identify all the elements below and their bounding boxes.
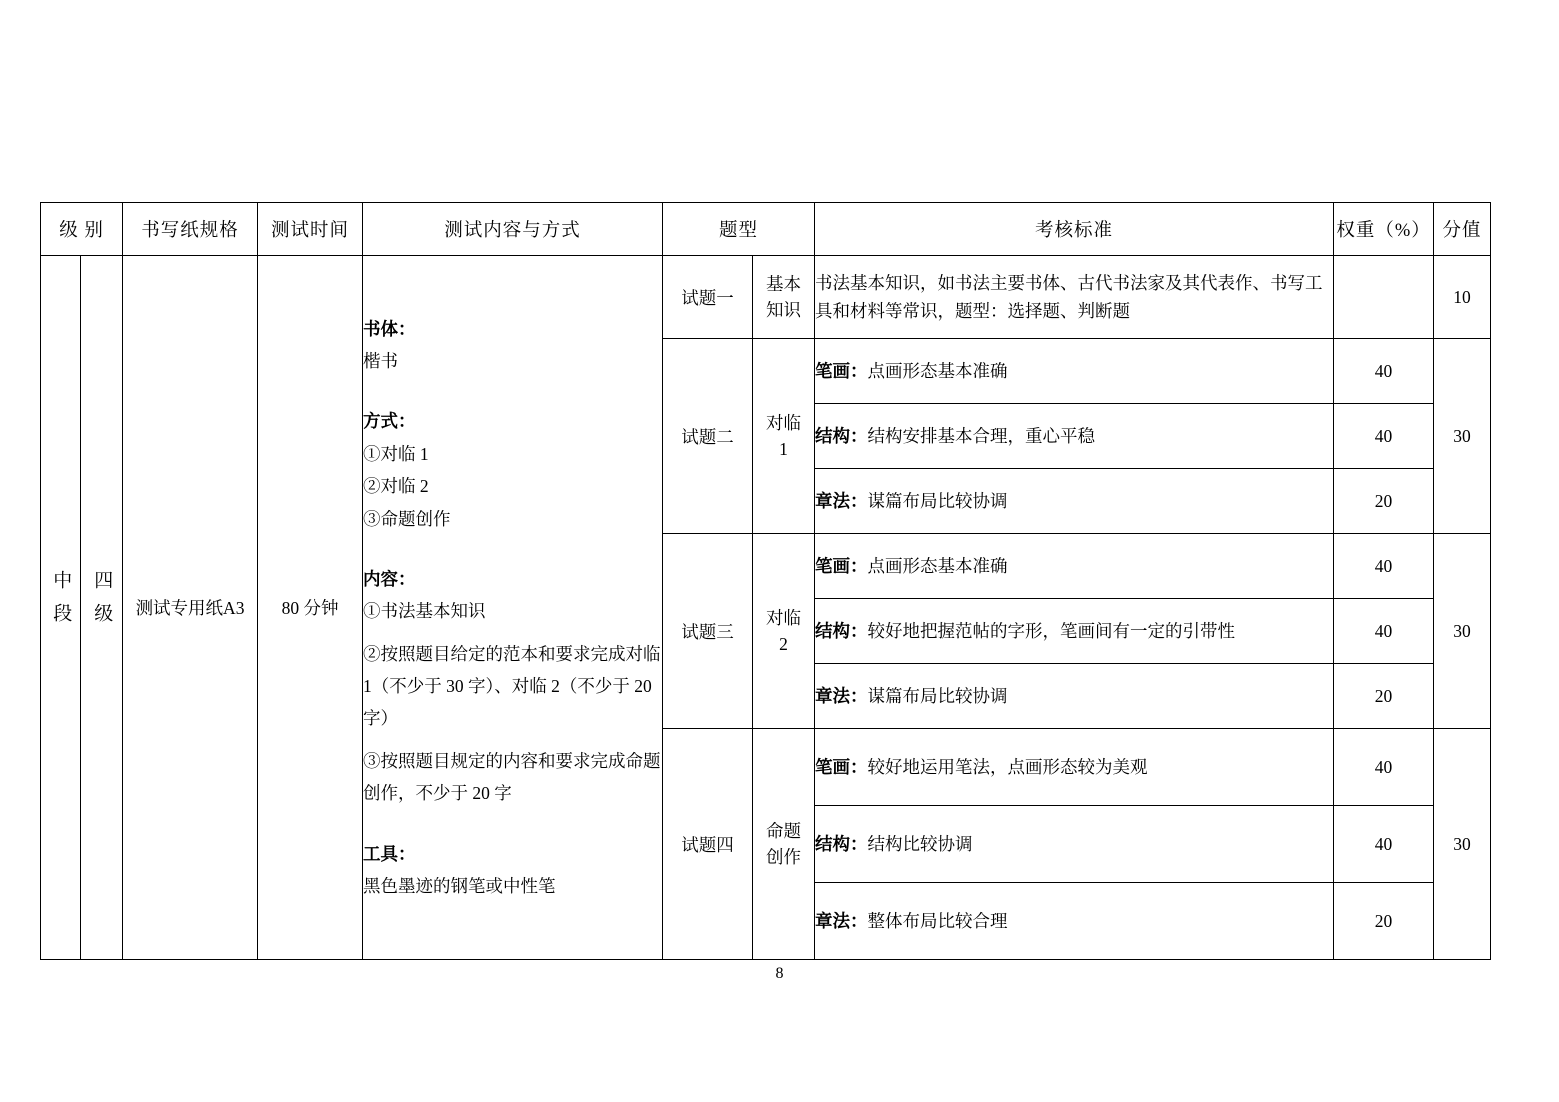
- header-score: 分值: [1434, 203, 1491, 256]
- cell-question-type: [753, 729, 815, 960]
- cell-paper-spec: [123, 256, 258, 960]
- table-row: [41, 256, 1491, 339]
- header-duration: 测试时间: [258, 203, 363, 256]
- content-item-2: ②按照题目给定的范本和要求完成对临 1（不少于 30 字）、对临 2（不少于 20 字）: [363, 643, 661, 729]
- criteria-text: 点画形态基本准确: [867, 556, 1008, 576]
- cell-criteria: [815, 599, 1334, 664]
- cell-criteria: [815, 256, 1334, 339]
- grade-text: 四级: [91, 570, 113, 637]
- script-label: 书体：: [363, 318, 416, 339]
- cell-score: 30: [1434, 729, 1491, 960]
- cell-question-name: 试题三: [663, 534, 753, 729]
- cell-weight: 20: [1334, 664, 1434, 729]
- criteria-text: 点画形态基本准确: [867, 361, 1008, 381]
- criteria-text: 整体布局比较合理: [867, 911, 1008, 931]
- question-type-text: 命题创作: [766, 820, 802, 867]
- cell-weight: 40: [1334, 599, 1434, 664]
- cell-criteria: [815, 729, 1334, 806]
- tool-value: 黑色墨迹的钢笔或中性笔: [363, 875, 556, 896]
- question-type-text: 对临2: [766, 607, 802, 654]
- cell-criteria: [815, 883, 1334, 960]
- cell-criteria: [815, 469, 1334, 534]
- cell-weight: 40: [1334, 729, 1434, 806]
- cell-question-name: 试题一: [663, 256, 753, 339]
- cell-criteria: [815, 806, 1334, 883]
- criteria-text: 较好地把握范帖的字形，笔画间有一定的引带性: [867, 621, 1236, 641]
- cell-weight: 20: [1334, 883, 1434, 960]
- cell-score: 30: [1434, 534, 1491, 729]
- header-question-type: 题型: [663, 203, 815, 256]
- table-header-row: [41, 203, 1491, 256]
- criteria-text: 书法基本知识，如书法主要书体、古代书法家及其代表作、书写工具和材料等常识，题型：选择题、判断题: [815, 273, 1323, 321]
- content-item-3: ③按照题目规定的内容和要求完成命题创作，不少于 20 字: [363, 750, 661, 804]
- cell-score: 30: [1434, 339, 1491, 534]
- content-label: 内容：: [363, 568, 416, 589]
- criteria-label: 笔画：: [815, 757, 868, 777]
- cell-question-type: [753, 534, 815, 729]
- criteria-label: 结构：: [815, 621, 868, 641]
- tool-label: 工具：: [363, 843, 416, 864]
- cell-weight: [1334, 256, 1434, 339]
- cell-criteria: [815, 339, 1334, 404]
- cell-question-type: [753, 339, 815, 534]
- criteria-label: 笔画：: [815, 361, 868, 381]
- criteria-text: 结构安排基本合理，重心平稳: [867, 426, 1096, 446]
- header-paper-spec: 书写纸规格: [123, 203, 258, 256]
- script-value: 楷书: [363, 351, 399, 372]
- criteria-text: 较好地运用笔法，点画形态较为美观: [867, 757, 1148, 777]
- cell-duration: 80 分钟: [258, 256, 363, 960]
- cell-criteria: [815, 664, 1334, 729]
- method-label: 方式：: [363, 411, 416, 432]
- cell-question-name: 试题二: [663, 339, 753, 534]
- criteria-text: 谋篇布局比较协调: [867, 686, 1008, 706]
- criteria-text: 谋篇布局比较协调: [867, 491, 1008, 511]
- cell-question-name: 试题四: [663, 729, 753, 960]
- assessment-table: [40, 202, 1491, 960]
- content-item-1: ①书法基本知识: [363, 601, 486, 622]
- cell-question-type: [753, 256, 815, 339]
- question-type-text: 基本知识: [766, 273, 802, 320]
- criteria-label: 结构：: [815, 834, 868, 854]
- cell-weight: 40: [1334, 806, 1434, 883]
- stage-text: 中段: [50, 570, 72, 637]
- criteria-text: 结构比较协调: [867, 834, 973, 854]
- cell-stage: [41, 256, 81, 960]
- cell-weight: 20: [1334, 469, 1434, 534]
- criteria-label: 结构：: [815, 426, 868, 446]
- cell-weight: 40: [1334, 534, 1434, 599]
- method-item-1: ①对临 1: [363, 443, 429, 464]
- criteria-label: 章法：: [815, 686, 868, 706]
- header-criteria: 考核标准: [815, 203, 1334, 256]
- cell-grade: [81, 256, 123, 960]
- cell-criteria: [815, 534, 1334, 599]
- page-number: 8: [775, 965, 784, 982]
- header-content-method: 测试内容与方式: [363, 203, 663, 256]
- cell-weight: 40: [1334, 404, 1434, 469]
- cell-content-method: [363, 256, 663, 960]
- criteria-label: 笔画：: [815, 556, 868, 576]
- criteria-label: 章法：: [815, 911, 868, 931]
- cell-criteria: [815, 404, 1334, 469]
- question-type-text: 对临1: [766, 412, 802, 459]
- header-level: 级 别: [41, 203, 123, 256]
- assessment-table-wrapper: [40, 202, 1490, 960]
- cell-weight: 40: [1334, 339, 1434, 404]
- cell-score: 10: [1434, 256, 1491, 339]
- paper-spec-text: 测试专用纸A3: [135, 597, 245, 618]
- method-item-2: ②对临 2: [363, 476, 429, 497]
- criteria-label: 章法：: [815, 491, 868, 511]
- method-item-3: ③命题创作: [363, 508, 451, 529]
- header-weight: 权重（%）: [1334, 203, 1434, 256]
